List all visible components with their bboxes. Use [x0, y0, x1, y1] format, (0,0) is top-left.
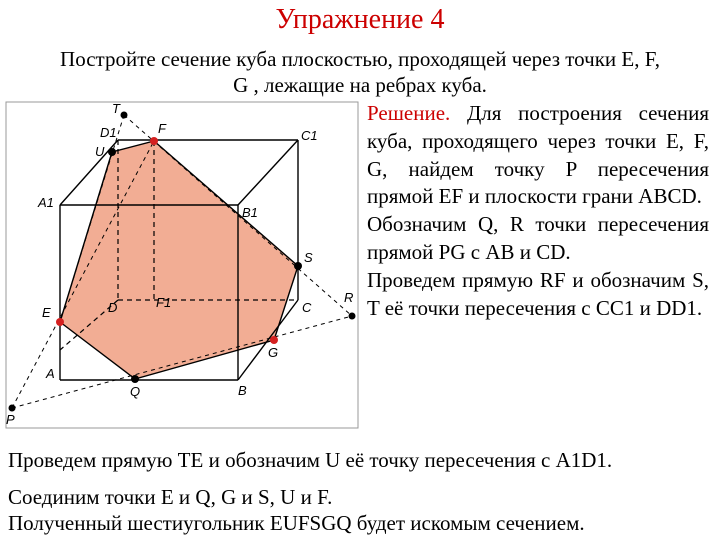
solution-step-3: Проведем прямую RF и обозначим S, T её точки пересечения с CC1 и DD1.	[367, 267, 709, 320]
label-U: U	[95, 144, 105, 159]
label-F: F	[158, 121, 166, 136]
label-G: G	[268, 345, 279, 360]
solution-text	[367, 100, 709, 322]
label-Q: Q	[130, 384, 141, 399]
label-A1: A1	[38, 195, 54, 210]
bottom-line-3: Полученный шестиугольник EUFSGQ будет искомым сечением.	[8, 511, 585, 535]
exercise-statement	[10, 46, 710, 98]
exercise-line-1: Постройте сечение куба плоскостью, проходящей через точки E, F,	[60, 47, 660, 71]
label-D1: D1	[100, 125, 117, 140]
label-E: E	[42, 305, 51, 320]
label-P: P	[6, 412, 15, 427]
label-T: T	[112, 101, 120, 116]
label-F1: F1	[156, 295, 172, 310]
label-A: A	[46, 366, 55, 381]
label-C: C	[302, 300, 312, 315]
solution-heading: Решение.	[367, 101, 451, 125]
label-B: B	[238, 383, 247, 398]
bottom-line-1: Проведем прямую TE и обозначим U её точку пересечения с A1D1.	[8, 448, 613, 472]
label-C1: C1	[301, 128, 318, 143]
solution-step-1: Для построения сечения куба, проходящего через точки E, F, G, найдем точку P пересечения прямой EF и плоскости грани ABCD.	[367, 101, 709, 209]
label-D: D	[108, 300, 118, 315]
exercise-line-2: G , лежащие на ребрах куба.	[233, 73, 487, 97]
page-title: Упражнение 4	[275, 4, 445, 35]
bottom-line-2: Соединим точки E и Q, G и S, U и F.	[8, 485, 333, 509]
label-B1: B1	[242, 205, 258, 220]
solution-step-2: Обозначим Q, R точки пересечения прямой PG с AB и CD.	[367, 212, 709, 264]
label-R: R	[344, 290, 354, 305]
solution-paragraph-1	[367, 100, 709, 211]
cube-section-figure	[0, 100, 367, 430]
label-S: S	[304, 250, 313, 265]
